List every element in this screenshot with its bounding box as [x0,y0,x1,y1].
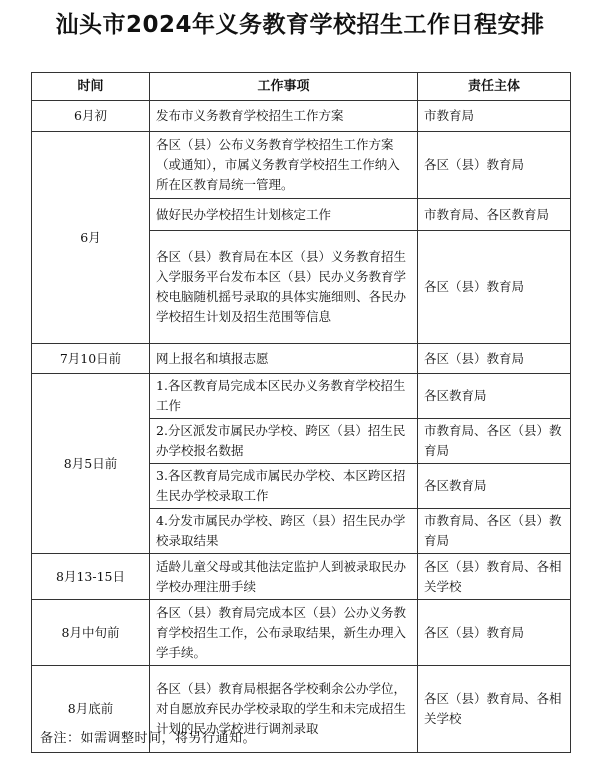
cell-task: 4.分发市属民办学校、跨区（县）招生民办学校录取结果 [150,509,418,554]
cell-owner: 各区（县）教育局 [418,344,571,374]
cell-task: 网上报名和填报志愿 [150,344,418,374]
cell-task: 做好民办学校招生计划核定工作 [150,199,418,231]
footnote: 备注：如需调整时间，将另行通知。 [40,731,257,746]
table-row [32,132,571,199]
cell-task: 各区（县）教育局根据各学校剩余公办学位，对自愿放弃民办学校录取的学生和未完成招生计划的民办学校进行调剂录取 [150,666,418,753]
cell-owner: 市教育局、各区（县）教育局 [418,419,571,464]
cell-task: 1.各区教育局完成本区民办义务教育学校招生工作 [150,374,418,419]
schedule-table [31,72,571,753]
cell-owner: 各区（县）教育局 [418,600,571,666]
cell-owner: 各区教育局 [418,464,571,509]
cell-time: 6月初 [32,101,150,132]
cell-time: 8月中旬前 [32,600,150,666]
cell-task: 2.分区派发市属民办学校、跨区（县）招生民办学校报名数据 [150,419,418,464]
cell-owner: 市教育局、各区（县）教育局 [418,509,571,554]
cell-task: 各区（县）公布义务教育学校招生工作方案（或通知），市属义务教育学校招生工作纳入所在区教育局统一管理。 [150,132,418,199]
cell-owner: 市教育局、各区教育局 [418,199,571,231]
cell-task: 发布市义务教育学校招生工作方案 [150,101,418,132]
cell-time: 6月 [32,132,150,344]
table-row [32,554,571,600]
table-row [32,374,571,419]
header-task: 工作事项 [150,73,418,101]
table-row [32,344,571,374]
table-header-row [32,73,571,101]
cell-time: 8月底前 [32,666,150,753]
cell-time: 8月5日前 [32,374,150,554]
cell-task: 各区（县）教育局完成本区（县）公办义务教育学校招生工作，公布录取结果，新生办理入学手续。 [150,600,418,666]
header-time: 时间 [32,73,150,101]
cell-owner: 各区（县）教育局 [418,132,571,199]
cell-time: 8月13-15日 [32,554,150,600]
header-owner: 责任主体 [418,73,571,101]
cell-owner: 各区（县）教育局 [418,231,571,344]
cell-task: 适龄儿童父母或其他法定监护人到被录取民办学校办理注册手续 [150,554,418,600]
cell-owner: 市教育局 [418,101,571,132]
table-row [32,600,571,666]
page-title: 汕头市2024年义务教育学校招生工作日程安排 [55,12,545,38]
cell-task: 各区（县）教育局在本区（县）义务教育招生入学服务平台发布本区（县）民办义务教育学校电脑随机摇号录取的具体实施细则、各民办学校招生计划及招生范围等信息 [150,231,418,344]
cell-owner: 各区教育局 [418,374,571,419]
cell-task: 3.各区教育局完成市属民办学校、本区跨区招生民办学校录取工作 [150,464,418,509]
cell-time: 7月10日前 [32,344,150,374]
table-row [32,101,571,132]
cell-owner: 各区（县）教育局、各相关学校 [418,666,571,753]
cell-owner: 各区（县）教育局、各相关学校 [418,554,571,600]
